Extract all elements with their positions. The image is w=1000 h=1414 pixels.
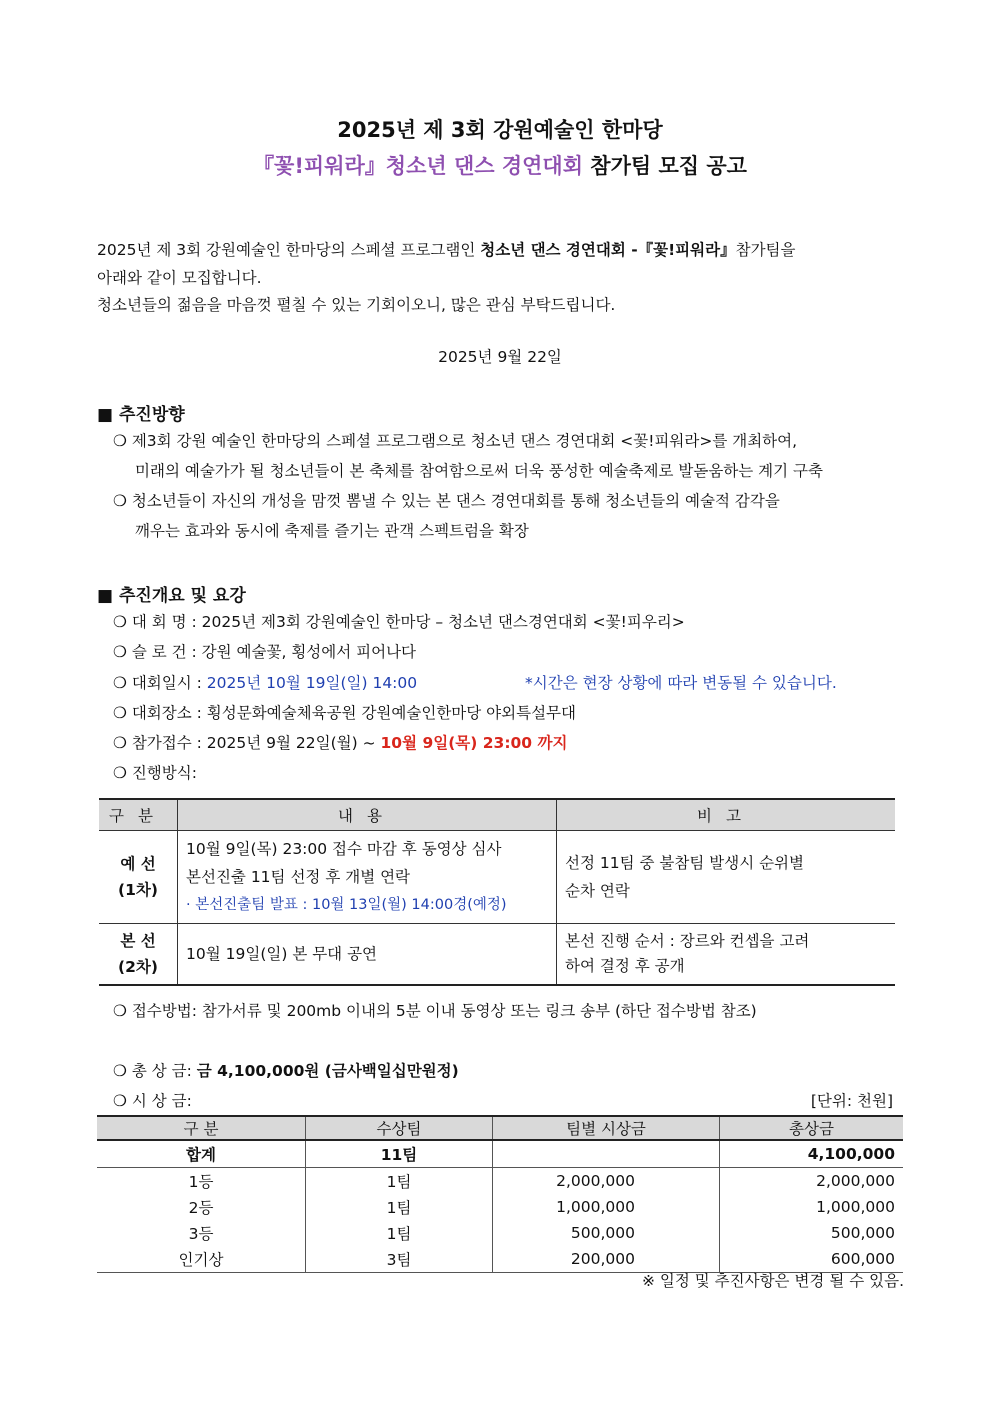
round2-category (99, 924, 178, 986)
prize-teams: 3팀 (306, 1246, 493, 1273)
intro-text-c: 참가팀을 (735, 241, 796, 259)
round1-content (178, 831, 557, 924)
header-category: 구분 (99, 799, 178, 831)
prize-total: 1,000,000 (720, 1194, 904, 1220)
registration-label: ❍ 참가접수 : 2025년 9월 22일(월) ~ (113, 734, 381, 752)
header-teams: 수상팀 (306, 1116, 493, 1140)
round1-note-line2: 순차 연락 (565, 882, 630, 900)
prize-total: 600,000 (720, 1246, 904, 1273)
total-prize (113, 1057, 459, 1085)
title-line1: 2025년 제 3회 강원예술인 한마당 (337, 118, 663, 142)
item-contest-name: ❍ 대 회 명 : 2025년 제3회 강원예술인 한마당 – 청소년 댄스경연대회 <꽃!피우리> (113, 613, 685, 631)
prize-total: 500,000 (720, 1220, 904, 1246)
intro-line3: 청소년들의 젊음을 마음껏 펼칠 수 있는 기회이오니, 많은 관심 부탁드립니다. (97, 296, 616, 314)
round1-content-line2: 본선진출 11팀 선정 후 개별 연락 (186, 868, 411, 886)
prize-teams: 1팀 (306, 1168, 493, 1195)
round2-note-line2: 하여 결정 후 공개 (565, 957, 685, 975)
prize-total: 2,000,000 (720, 1168, 904, 1195)
total-prize-label: ❍ 총 상 금: (113, 1062, 197, 1080)
schedule-label: ❍ 대회일시 : (113, 674, 207, 692)
prize-per-team: 500,000 (493, 1220, 720, 1246)
sum-division: 합계 (97, 1140, 306, 1168)
process-table-header (99, 799, 895, 831)
round1-category (99, 831, 178, 924)
prize-label: ❍ 시 상 금: (113, 1092, 192, 1110)
round2-content: 10월 19일(일) 본 무대 공연 (178, 924, 557, 986)
prize-division: 2등 (188, 1199, 214, 1217)
item-slogan: ❍ 슬 로 건 : 강원 예술꽃, 횡성에서 피어나다 (113, 643, 417, 661)
round1-content-line1: 10월 9일(목) 23:00 접수 마감 후 동영상 심사 (186, 840, 502, 858)
sum-teams: 11팀 (306, 1140, 493, 1168)
round1-announcement: · 본선진출팀 발표 : 10월 13일(월) 14:00경(예정) (186, 897, 507, 913)
section1-heading: ■ 추진방향 (97, 405, 185, 425)
prize-division: 3등 (188, 1225, 214, 1243)
schedule-value: 2025년 10월 19일(일) 14:00 (206, 674, 418, 692)
intro-text-b: 청소년 댄스 경연대회 -『꽃!피워라』 (480, 241, 736, 259)
title-rest: 참가팀 모집 공고 (582, 154, 747, 178)
round1-stage: (1차) (118, 881, 158, 899)
table-row-sum (97, 1140, 903, 1168)
header-total: 총상금 (720, 1116, 904, 1140)
round2-note-line1: 본선 진행 순서 : 장르와 컨셉을 고려 (565, 932, 810, 950)
round1-note-line1: 선정 11팀 중 불참팀 발생시 순위별 (565, 854, 805, 872)
intro-line2: 아래와 같이 모집합니다. (97, 269, 262, 287)
prize-teams: 1팀 (306, 1194, 493, 1220)
schedule-note: *시간은 현장 상황에 따라 변동될 수 있습니다. (525, 674, 837, 692)
sum-total: 4,100,000 (720, 1140, 904, 1168)
header-per-team: 팀별 시상금 (493, 1116, 720, 1140)
header-note: 비고 (557, 799, 896, 831)
total-prize-value: 금 4,100,000원 (금사백일십만원정) (196, 1062, 459, 1080)
table-row (97, 1220, 903, 1246)
prize-table (97, 1115, 903, 1273)
sum-per-team (493, 1140, 720, 1168)
item-registration (113, 729, 567, 757)
round2-stage: (2차) (118, 958, 158, 976)
prize-division: 인기상 (97, 1246, 306, 1273)
table-row (97, 1194, 903, 1220)
intro-line1 (97, 236, 796, 264)
round2-name: 본 선 (120, 932, 156, 950)
item-schedule (113, 669, 417, 697)
title-line2 (0, 150, 1000, 180)
section1-bullet2-line2: 깨우는 효과와 동시에 축제를 즐기는 관객 스펙트럼을 확장 (135, 522, 529, 540)
prize-table-header (97, 1116, 903, 1140)
round1-name: 예 선 (120, 855, 156, 873)
section1-bullet1-line1: ❍ 제3회 강원 예술인 한마당의 스페셜 프로그램으로 청소년 댄스 경연대회 <꽃!피워라>를 개최하여, (113, 432, 798, 450)
round2-note (557, 924, 896, 986)
table-row (99, 831, 895, 924)
prize-per-team: 200,000 (493, 1246, 720, 1273)
round1-note (557, 831, 896, 924)
section2-heading: ■ 추진개요 및 요강 (97, 586, 246, 606)
item-process: ❍ 진행방식: (113, 764, 197, 782)
header-division: 구 분 (97, 1116, 306, 1140)
prize-division: 1등 (188, 1173, 214, 1191)
unit-label: [단위: 천원] (810, 1092, 893, 1110)
process-table (99, 798, 895, 986)
section1-bullet2-line1: ❍ 청소년들이 자신의 개성을 맘껏 뽐낼 수 있는 본 댄스 경연대회를 통해 청소년들의 예술적 감각을 (113, 492, 780, 510)
prize-per-team: 1,000,000 (493, 1194, 720, 1220)
notice-date: 2025년 9월 22일 (438, 348, 562, 366)
intro-text-a: 2025년 제 3회 강원예술인 한마당의 스페셜 프로그램인 (97, 241, 481, 259)
header-content: 내용 (178, 799, 557, 831)
submission-method: ❍ 접수방법: 참가서류 및 200mb 이내의 5분 이내 동영상 또는 링크 송부 (하단 접수방법 참조) (113, 1002, 757, 1020)
table-row (97, 1168, 903, 1195)
section1-bullet1-line2: 미래의 예술가가 될 청소년들이 본 축체를 참여함으로써 더욱 풍성한 예술축제로 발돋움하는 계기 구축 (135, 462, 823, 480)
table-row (99, 924, 895, 986)
prize-per-team: 2,000,000 (493, 1168, 720, 1195)
registration-deadline: 10월 9일(목) 23:00 까지 (380, 734, 568, 752)
item-venue: ❍ 대회장소 : 횡성문화예술체육공원 강원예술인한마당 야외특설무대 (113, 704, 576, 722)
footnote: ※ 일정 및 추진사항은 변경 될 수 있음. (641, 1272, 904, 1290)
prize-teams: 1팀 (306, 1220, 493, 1246)
title-highlight: 『꽃!피워라』청소년 댄스 경연대회 (253, 154, 583, 178)
